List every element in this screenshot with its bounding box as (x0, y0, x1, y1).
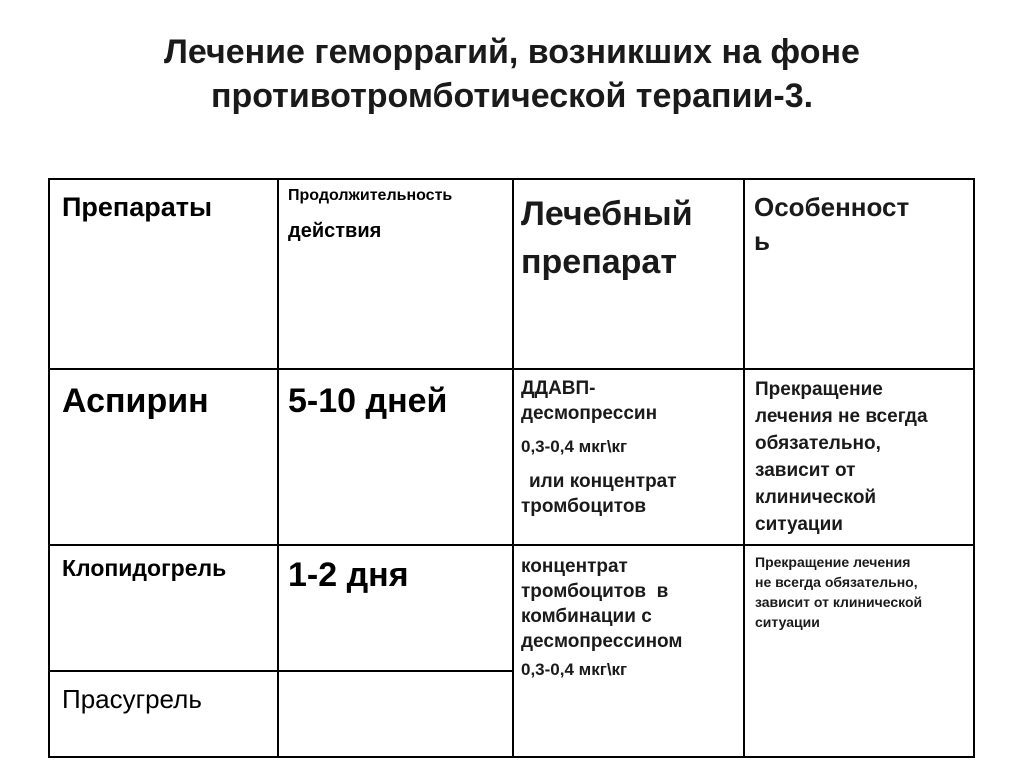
slide-title (0, 30, 1024, 118)
clopidogrel-treatment: концентрат тромбоцитов в комбинации с десмопрессином 0,3-0,4 мкг\кг (521, 556, 683, 679)
header-drugs: Препараты (62, 192, 213, 222)
aspirin-drug: Аспирин (62, 382, 209, 420)
header-duration (288, 185, 508, 245)
header-duration-small: Продолжительность (288, 187, 453, 204)
column-divider (743, 180, 745, 756)
clopidogrel-duration: 1-2 дня (288, 556, 409, 594)
header-features: Особенност ь (754, 192, 910, 256)
row-divider (50, 544, 973, 546)
aspirin-features: Прекращение лечения не всегда обязательно, зависит от клинической ситуации (755, 379, 928, 535)
clopidogrel-features: Прекращение лечения не всегда обязательно, зависит от клинической ситуации (755, 554, 923, 630)
prasugrel-drug: Прасугрель (62, 684, 202, 714)
aspirin-duration: 5-10 дней (288, 382, 448, 420)
aspirin-treatment: ДДАВП- десмопрессин 0,3-0,4 мкг\кг или концентрат тромбоцитов (521, 378, 677, 517)
row-divider (50, 670, 279, 672)
clopidogrel-drug: Клопидогрель (62, 555, 227, 581)
header-treatment: Лечебный препарат (521, 195, 693, 281)
slide-title-line-1: Лечение геморрагий, возникших на фоне (164, 33, 860, 71)
row-divider (279, 670, 513, 672)
slide-title-line-2: противотромботической терапии-3. (210, 77, 814, 115)
row-divider (50, 368, 973, 370)
header-duration-main: действия (288, 220, 382, 242)
